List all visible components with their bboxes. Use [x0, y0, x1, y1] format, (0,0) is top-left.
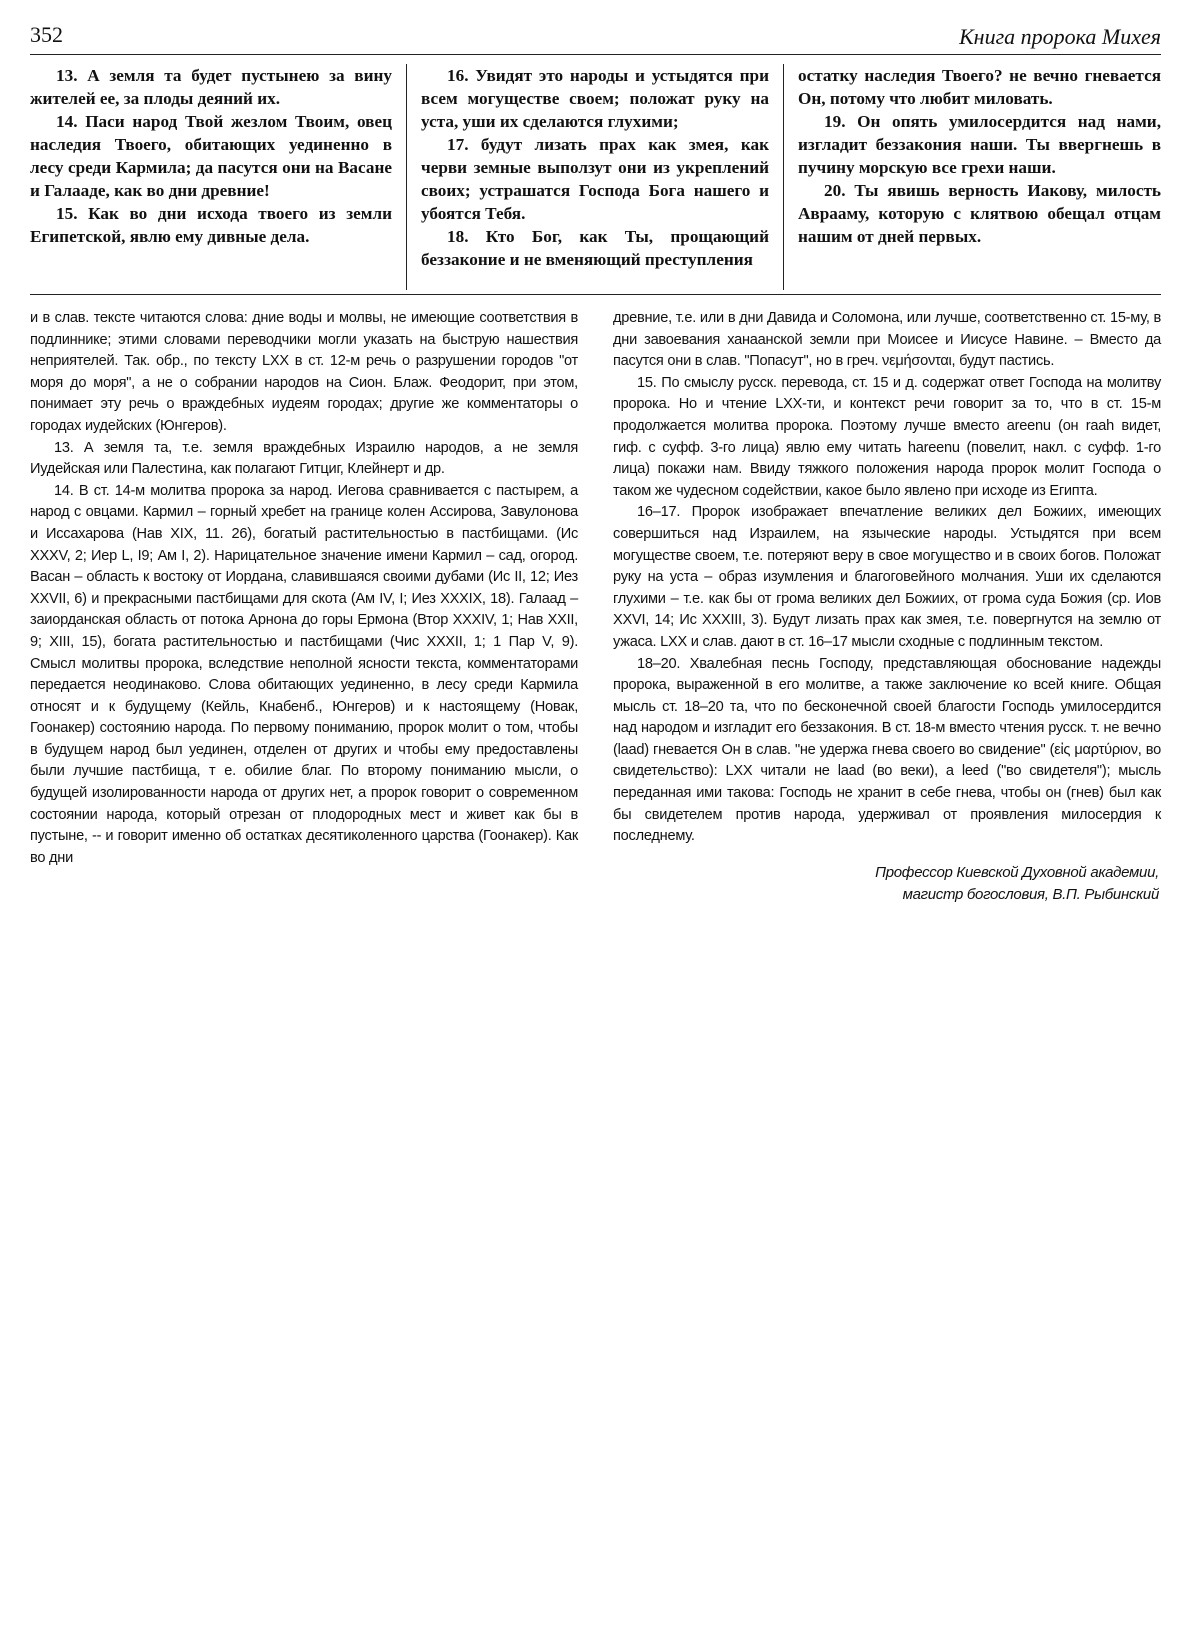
verse-13: 13. А земля та будет пустынею за вину жителей ее, за плоды деяний их. — [30, 66, 392, 108]
commentary-column-right — [613, 308, 1161, 869]
section-divider — [30, 294, 1161, 295]
scripture-text — [30, 64, 1161, 290]
commentary-paragraph: и в слав. тексте читаются слова: дние воды и молвы, не имеющие соответствия в подлиннике; этими словами переводчики могли указать на быструю нашествия неприятелей. Так. обр., по тексту LXX в ст. 12-м речь о разрушении городов "от моря до моря", а не о собрании народов на Сион. Блаж. Феодорит, при этом, понимает эту речь о враждебных иудеям городах; другие же комментаторы о городах иудейских (Юнгеров). — [30, 310, 578, 434]
scripture-column-1 — [30, 64, 407, 290]
commentary-paragraph: 15. По смыслу русск. перевода, ст. 15 и д. содержат ответ Господа на молитву пророка. Но и чтение LXX-ти, и контекст речи говорит за то, что в ст. 15-м продолжается молитва пророка. Поэтому лучше вместо areenu (он raah видет, гиф. с суфф. 3-го лица) явлю ему читать hareenu (повелит, накл. с суфф. 1-го лица) покажи нам. Ввиду тяжкого положения народа пророк молит Господа о таком же чудесном содействии, какое было явлено при исходе из Египта. — [613, 374, 1161, 499]
signature-line-2: магистр богословия, В.П. Рыбинский — [902, 886, 1159, 903]
commentary-column-left — [30, 308, 578, 869]
verse-19: 19. Он опять умилосердится над нами, изгладит беззакония наши. Ты ввергнешь в пучину морскую все грехи наши. — [798, 112, 1161, 177]
commentary-paragraph: древние, т.е. или в дни Давида и Соломона, или лучше, соответственно ст. 15-му, в дни завоевания ханаанской земли при Моисее и Иисусе Навине. – Вместо да пасутся они в слав. "Попасут", но в греч. νεμήσονται, будут пастись. — [613, 310, 1161, 370]
verse-18-continued: остатку наследия Твоего? не вечно гневается Он, потому что любит миловать. — [798, 66, 1161, 108]
verse-20: 20. Ты явишь верность Иакову, милость Аврааму, которую с клятвою обещал отцам нашим от дней первых. — [798, 181, 1161, 246]
verse-14: 14. Паси народ Твой жезлом Твоим, овец наследия Твоего, обитающих уединенно в лесу среди Кармила; да пасутся они на Васане и Галааде, как во дни древние! — [30, 112, 392, 200]
author-signature — [875, 862, 1159, 906]
commentary-paragraph: 14. В ст. 14-м молитва пророка за народ. Иегова сравнивается с пастырем, а народ с овцами. Кармил – горный хребет на границе колен Ассирова, Завулонова и Иссахарова (Нав XIX, 11. 26), богатый растительностью в пастбищами. (Ис XXXV, 2; Иер L, I9; Ам I, 2). Нарицательное значение имени Кармил – сад, огород. Васан – область к востоку от Иордана, славившаяся своими дубами (Ис II, 12; Иез XXVII, 6) и прекрасными пастбищами для скота (Ам IV, I; Иез XXXIX, 18). Галаад – заиорданская область от потока Арнона до горы Ермона (Втор XXXIV, 1; Нав XXII, 9; XIII, 15), богата растительностью и пастбищами (Чис XXXII, 1; 1 Пар V, 9). Смысл молитвы пророка, вследствие неполной ясности текста, комментаторами передается неодинаково. Слова обитающих уединенно, в лесу среди Кармила относят и к будущему (Кейль, Кнабенб., Юнгеров) и к настоящему (Новак, Гоонакер) состоянию народа. По первому пониманию, пророк молит о том, чтобы в будущем народ был уединен, отделен от других и чтобы ему предоставлены были лучшие пастбища, т е. обилие благ. По второму пониманию мысли, о будущей изолированности народа от других нет, а пророк говорит о современном состоянии народа, который отрезан от плодородных мест и живет как бы в пустыне, -- и говорит именно об остатках десятиколенного царства (Гоонакер). Как во дни — [30, 482, 578, 866]
verse-15: 15. Как во дни исхода твоего из земли Египетской, явлю ему дивные дела. — [30, 204, 392, 246]
running-title: Книга пророка Михея — [959, 24, 1161, 49]
page-number: 352 — [30, 22, 63, 47]
scripture-column-2 — [407, 64, 784, 290]
commentary — [30, 308, 1161, 869]
commentary-paragraph: 13. А земля та, т.е. земля враждебных Израилю народов, а не земля Иудейская или Палестина, как полагают Гитциг, Клейнерт и др. — [30, 439, 578, 478]
scripture-column-3 — [784, 64, 1161, 290]
verse-18: 18. Кто Бог, как Ты, прощающий беззаконие и не вменяющий преступления — [421, 227, 769, 269]
signature-line-1: Профессор Киевской Духовной академии, — [875, 864, 1159, 881]
commentary-paragraph: 18–20. Хвалебная песнь Господу, представляющая обоснование надежды пророка, выраженной в его молитве, а также заключение ко всей книге. Общая мысль ст. 18–20 та, что по бесконечной своей благости Господь умилосердится над народом и изгладит его беззакония. В ст. 18-м вместо чтения русск. т. не вечно (laad) гневается Он в слав. "не удержа гнева своего во свидение" (εἰς μαρτύριον, во свидетельство): LXX читали не laad (во веки), a leed ("во свидетеля"); мысль переданная ими такова: Господь не хранит в себе гнева, чтобы он (гнев) был как бы свидетелем против народа, удерживал от проявления милосердия к последнему. — [613, 655, 1161, 845]
verse-16: 16. Увидят это народы и устыдятся при всем могуществе своем; положат руку на уста, уши их сделаются глухими; — [421, 66, 769, 131]
commentary-paragraph: 16–17. Пророк изображает впечатление великих дел Божиих, имеющих совершиться над Израилем, на языческие народы. Устыдятся при всем могуществе своем, т.е. потеряют веру в свое могущество и в своих богов. Положат руку на уста – образ изумления и благоговейного молчания. Уши их сделаются глухими – т.е. как бы от грома великих дел Божиих, от грома суда Божия (ср. Иов XXVI, 14; Ис XXXIII, 3). Будут лизать прах как змея, т.е. повергнутся на землю от ужаса. LXX и слав. дают в ст. 16–17 мысли сходные с подлинным текстом. — [613, 504, 1161, 650]
header-rule — [30, 54, 1161, 55]
verse-17: 17. будут лизать прах как змея, как черви земные выползут они из укреплений своих; устрашатся Господа Бога нашего и убоятся Тебя. — [421, 135, 769, 223]
